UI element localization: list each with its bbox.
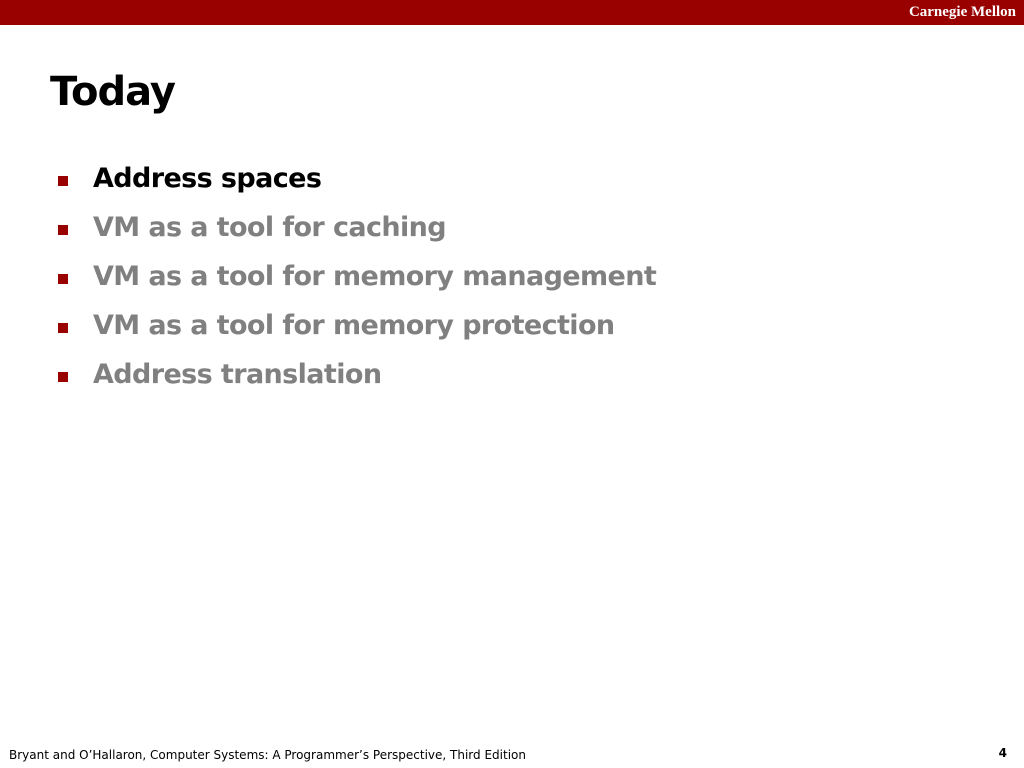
footer-citation: Bryant and O’Hallaron, Computer Systems: A Programmer’s Perspective, Third Edition	[9, 748, 526, 762]
square-bullet-icon	[58, 274, 68, 284]
square-bullet-icon	[58, 372, 68, 382]
slide-title: Today	[50, 69, 175, 115]
brand-label: Carnegie Mellon	[908, 4, 1016, 20]
bullet-text: VM as a tool for caching	[93, 212, 447, 243]
bullet-text: Address spaces	[93, 163, 322, 194]
header-bar	[0, 0, 1024, 25]
square-bullet-icon	[58, 323, 68, 333]
bullet-text: VM as a tool for memory management	[93, 261, 657, 292]
square-bullet-icon	[58, 225, 68, 235]
square-bullet-icon	[58, 176, 68, 186]
bullet-text: Address translation	[93, 359, 382, 390]
page-number: 4	[998, 746, 1007, 760]
bullet-text: VM as a tool for memory protection	[93, 310, 615, 341]
